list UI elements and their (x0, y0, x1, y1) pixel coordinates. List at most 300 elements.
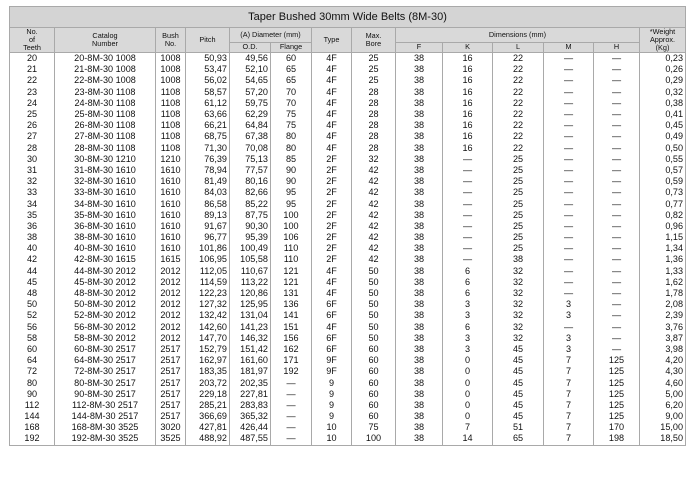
cell-dim-l: 25 (493, 176, 544, 187)
table-row (10, 53, 686, 65)
cell-teeth: 90 (10, 389, 55, 400)
table-row (10, 433, 686, 445)
cell-dim-f: 38 (396, 299, 443, 310)
cell-max-bore: 42 (352, 165, 396, 176)
cell-max-bore: 50 (352, 299, 396, 310)
table-row (10, 243, 686, 254)
cell-dim-k: 16 (443, 109, 493, 120)
cell-dim-m: — (544, 120, 594, 131)
cell-dim-h: — (594, 221, 640, 232)
cell-flange: 65 (271, 64, 312, 75)
cell-teeth: 50 (10, 299, 55, 310)
cell-weight: 1,62 (640, 277, 686, 288)
cell-bush-no: 1610 (156, 243, 186, 254)
cell-type: 4F (312, 98, 352, 109)
cell-teeth: 36 (10, 221, 55, 232)
cell-dim-h: — (594, 109, 640, 120)
cell-type: 4F (312, 109, 352, 120)
cell-dim-m: — (544, 53, 594, 65)
cell-catalog-number: 23-8M-30 1108 (55, 87, 156, 98)
cell-pitch: 162,97 (186, 355, 230, 366)
cell-catalog-number: 42-8M-30 1615 (55, 254, 156, 265)
cell-dim-l: 22 (493, 143, 544, 154)
cell-dim-h: — (594, 187, 640, 198)
cell-weight: 18,50 (640, 433, 686, 445)
cell-type: 6F (312, 333, 352, 344)
header-dim-l: L (493, 42, 544, 52)
table-row (10, 355, 686, 366)
table-row (10, 198, 686, 209)
cell-od: 67,38 (230, 131, 271, 142)
cell-pitch: 147,70 (186, 333, 230, 344)
cell-teeth: 24 (10, 98, 55, 109)
cell-catalog-number: 48-8M-30 2012 (55, 288, 156, 299)
cell-dim-f: 38 (396, 389, 443, 400)
cell-teeth: 35 (10, 210, 55, 221)
cell-pitch: 66,21 (186, 120, 230, 131)
cell-flange: 171 (271, 355, 312, 366)
cell-pitch: 101,86 (186, 243, 230, 254)
cell-max-bore: 60 (352, 377, 396, 388)
cell-pitch: 78,94 (186, 165, 230, 176)
cell-type: 6F (312, 344, 352, 355)
cell-catalog-number: 56-8M-30 2012 (55, 322, 156, 333)
cell-catalog-number: 27-8M-30 1108 (55, 131, 156, 142)
cell-dim-f: 38 (396, 254, 443, 265)
cell-pitch: 71,30 (186, 143, 230, 154)
cell-weight: 0,29 (640, 75, 686, 86)
cell-max-bore: 32 (352, 154, 396, 165)
cell-teeth: 64 (10, 355, 55, 366)
cell-weight: 0,96 (640, 221, 686, 232)
header-od: O.D. (230, 42, 271, 52)
cell-od: 90,30 (230, 221, 271, 232)
cell-pitch: 68,75 (186, 131, 230, 142)
cell-bush-no: 1008 (156, 75, 186, 86)
cell-dim-l: 22 (493, 87, 544, 98)
cell-flange: 110 (271, 243, 312, 254)
cell-pitch: 229,18 (186, 389, 230, 400)
cell-flange: 75 (271, 120, 312, 131)
cell-dim-m: — (544, 277, 594, 288)
cell-dim-k: — (443, 176, 493, 187)
cell-catalog-number: 24-8M-30 1108 (55, 98, 156, 109)
cell-od: 64,84 (230, 120, 271, 131)
cell-dim-h: — (594, 75, 640, 86)
cell-max-bore: 28 (352, 109, 396, 120)
cell-teeth: 52 (10, 310, 55, 321)
cell-pitch: 132,42 (186, 310, 230, 321)
cell-dim-h: — (594, 176, 640, 187)
cell-type: 2F (312, 198, 352, 209)
cell-dim-k: 3 (443, 310, 493, 321)
cell-od: 110,67 (230, 266, 271, 277)
cell-dim-f: 38 (396, 377, 443, 388)
cell-type: 9F (312, 355, 352, 366)
cell-bush-no: 2012 (156, 288, 186, 299)
cell-bush-no: 2012 (156, 310, 186, 321)
cell-weight: 4,20 (640, 355, 686, 366)
cell-dim-l: 25 (493, 210, 544, 221)
cell-flange: 65 (271, 75, 312, 86)
cell-max-bore: 28 (352, 87, 396, 98)
cell-dim-f: 38 (396, 422, 443, 433)
cell-dim-h: 125 (594, 400, 640, 411)
cell-dim-k: 6 (443, 288, 493, 299)
cell-dim-k: — (443, 165, 493, 176)
cell-weight: 0,32 (640, 87, 686, 98)
cell-dim-m: — (544, 143, 594, 154)
cell-dim-h: — (594, 64, 640, 75)
cell-type: 9F (312, 366, 352, 377)
cell-teeth: 20 (10, 53, 55, 65)
cell-od: 426,44 (230, 422, 271, 433)
cell-bush-no: 1108 (156, 120, 186, 131)
cell-pitch: 50,93 (186, 53, 230, 65)
cell-od: 227,81 (230, 389, 271, 400)
cell-catalog-number: 64-8M-30 2517 (55, 355, 156, 366)
cell-flange: 156 (271, 333, 312, 344)
cell-weight: 2,39 (640, 310, 686, 321)
cell-type: 9 (312, 411, 352, 422)
cell-dim-h: 198 (594, 433, 640, 445)
cell-bush-no: 2012 (156, 322, 186, 333)
cell-od: 85,22 (230, 198, 271, 209)
table-row (10, 310, 686, 321)
table-row (10, 377, 686, 388)
cell-catalog-number: 21-8M-30 1008 (55, 64, 156, 75)
cell-dim-f: 38 (396, 120, 443, 131)
cell-dim-f: 38 (396, 109, 443, 120)
cell-catalog-number: 33-8M-30 1610 (55, 187, 156, 198)
cell-weight: 4,60 (640, 377, 686, 388)
cell-flange: 100 (271, 221, 312, 232)
cell-catalog-number: 30-8M-30 1210 (55, 154, 156, 165)
cell-pitch: 91,67 (186, 221, 230, 232)
cell-pitch: 53,47 (186, 64, 230, 75)
cell-type: 2F (312, 187, 352, 198)
cell-max-bore: 100 (352, 433, 396, 445)
cell-dim-m: — (544, 198, 594, 209)
cell-teeth: 27 (10, 131, 55, 142)
cell-pitch: 152,79 (186, 344, 230, 355)
cell-dim-l: 25 (493, 232, 544, 243)
cell-od: 87,75 (230, 210, 271, 221)
cell-max-bore: 28 (352, 131, 396, 142)
cell-dim-l: 45 (493, 400, 544, 411)
cell-dim-l: 45 (493, 366, 544, 377)
cell-flange: 121 (271, 277, 312, 288)
cell-dim-l: 32 (493, 310, 544, 321)
cell-dim-k: 16 (443, 98, 493, 109)
cell-dim-m: 7 (544, 433, 594, 445)
cell-od: 77,57 (230, 165, 271, 176)
cell-pitch: 58,57 (186, 87, 230, 98)
cell-type: 4F (312, 266, 352, 277)
cell-catalog-number: 38-8M-30 1610 (55, 232, 156, 243)
cell-od: 365,32 (230, 411, 271, 422)
cell-od: 59,75 (230, 98, 271, 109)
header-dim-k: K (443, 42, 493, 52)
cell-teeth: 34 (10, 198, 55, 209)
cell-type: 6F (312, 299, 352, 310)
cell-weight: 15,00 (640, 422, 686, 433)
cell-dim-f: 38 (396, 64, 443, 75)
cell-dim-m: 7 (544, 422, 594, 433)
cell-bush-no: 2012 (156, 277, 186, 288)
cell-flange: 80 (271, 143, 312, 154)
cell-dim-m: — (544, 176, 594, 187)
cell-max-bore: 60 (352, 400, 396, 411)
cell-catalog-number: 60-8M-30 2517 (55, 344, 156, 355)
cell-dim-f: 38 (396, 277, 443, 288)
cell-type: 4F (312, 64, 352, 75)
cell-pitch: 86,58 (186, 198, 230, 209)
cell-type: 9 (312, 400, 352, 411)
cell-dim-k: 14 (443, 433, 493, 445)
cell-dim-m: — (544, 64, 594, 75)
cell-weight: 0,55 (640, 154, 686, 165)
cell-dim-f: 38 (396, 400, 443, 411)
cell-dim-m: — (544, 221, 594, 232)
cell-pitch: 89,13 (186, 210, 230, 221)
cell-dim-k: — (443, 254, 493, 265)
cell-dim-m: 3 (544, 333, 594, 344)
header-dim-m: M (544, 42, 594, 52)
cell-od: 487,55 (230, 433, 271, 445)
cell-pitch: 427,81 (186, 422, 230, 433)
cell-dim-f: 38 (396, 288, 443, 299)
cell-catalog-number: 32-8M-30 1610 (55, 176, 156, 187)
cell-bush-no: 1615 (156, 254, 186, 265)
cell-bush-no: 2517 (156, 377, 186, 388)
cell-type: 4F (312, 143, 352, 154)
table-row (10, 422, 686, 433)
cell-dim-k: — (443, 187, 493, 198)
cell-bush-no: 1108 (156, 87, 186, 98)
cell-flange: — (271, 433, 312, 445)
header-pitch: Pitch (186, 28, 230, 53)
cell-dim-h: — (594, 266, 640, 277)
cell-dim-f: 38 (396, 344, 443, 355)
table-row (10, 64, 686, 75)
cell-pitch: 84,03 (186, 187, 230, 198)
cell-od: 82,66 (230, 187, 271, 198)
table-row (10, 411, 686, 422)
cell-type: 4F (312, 131, 352, 142)
cell-catalog-number: 40-8M-30 1610 (55, 243, 156, 254)
cell-type: 2F (312, 254, 352, 265)
cell-dim-h: — (594, 299, 640, 310)
cell-od: 80,16 (230, 176, 271, 187)
cell-teeth: 26 (10, 120, 55, 131)
belt-spec-table-container (9, 6, 685, 446)
cell-max-bore: 42 (352, 198, 396, 209)
cell-flange: — (271, 411, 312, 422)
cell-dim-m: 7 (544, 411, 594, 422)
cell-teeth: 56 (10, 322, 55, 333)
cell-dim-f: 38 (396, 411, 443, 422)
cell-dim-m: — (544, 232, 594, 243)
cell-teeth: 22 (10, 75, 55, 86)
cell-dim-m: — (544, 187, 594, 198)
cell-max-bore: 50 (352, 266, 396, 277)
cell-weight: 0,26 (640, 64, 686, 75)
cell-dim-l: 65 (493, 433, 544, 445)
cell-bush-no: 1610 (156, 187, 186, 198)
cell-dim-h: 125 (594, 366, 640, 377)
cell-dim-k: 16 (443, 131, 493, 142)
cell-weight: 0,77 (640, 198, 686, 209)
table-row (10, 366, 686, 377)
cell-od: 181,97 (230, 366, 271, 377)
cell-max-bore: 42 (352, 221, 396, 232)
cell-teeth: 40 (10, 243, 55, 254)
cell-type: 2F (312, 221, 352, 232)
cell-max-bore: 25 (352, 75, 396, 86)
cell-dim-f: 38 (396, 198, 443, 209)
cell-pitch: 96,77 (186, 232, 230, 243)
cell-teeth: 192 (10, 433, 55, 445)
cell-dim-f: 38 (396, 322, 443, 333)
cell-type: 4F (312, 53, 352, 65)
cell-dim-f: 38 (396, 53, 443, 65)
cell-teeth: 112 (10, 400, 55, 411)
cell-max-bore: 42 (352, 243, 396, 254)
cell-type: 2F (312, 210, 352, 221)
cell-dim-f: 38 (396, 131, 443, 142)
table-row (10, 154, 686, 165)
cell-pitch: 488,92 (186, 433, 230, 445)
cell-dim-f: 38 (396, 333, 443, 344)
cell-dim-h: — (594, 277, 640, 288)
cell-type: 4F (312, 322, 352, 333)
cell-weight: 3,98 (640, 344, 686, 355)
cell-flange: — (271, 400, 312, 411)
cell-max-bore: 42 (352, 232, 396, 243)
cell-dim-m: — (544, 322, 594, 333)
cell-od: 146,32 (230, 333, 271, 344)
header-bush-no: Bush No. (156, 28, 186, 53)
cell-dim-m: 3 (544, 299, 594, 310)
cell-pitch: 106,95 (186, 254, 230, 265)
table-row (10, 277, 686, 288)
cell-dim-k: 6 (443, 266, 493, 277)
cell-max-bore: 50 (352, 310, 396, 321)
cell-weight: 3,87 (640, 333, 686, 344)
cell-flange: 151 (271, 322, 312, 333)
cell-dim-k: — (443, 198, 493, 209)
cell-catalog-number: 52-8M-30 2012 (55, 310, 156, 321)
cell-pitch: 203,72 (186, 377, 230, 388)
cell-bush-no: 1108 (156, 98, 186, 109)
cell-dim-m: 3 (544, 344, 594, 355)
cell-max-bore: 60 (352, 411, 396, 422)
cell-pitch: 63,66 (186, 109, 230, 120)
cell-dim-l: 45 (493, 344, 544, 355)
cell-dim-m: — (544, 131, 594, 142)
cell-dim-k: 0 (443, 377, 493, 388)
cell-catalog-number: 50-8M-30 2012 (55, 299, 156, 310)
cell-dim-l: 25 (493, 187, 544, 198)
cell-type: 10 (312, 422, 352, 433)
cell-dim-m: 3 (544, 310, 594, 321)
cell-od: 57,20 (230, 87, 271, 98)
table-row (10, 288, 686, 299)
cell-dim-m: — (544, 87, 594, 98)
cell-dim-f: 38 (396, 210, 443, 221)
cell-dim-m: — (544, 165, 594, 176)
cell-type: 9 (312, 389, 352, 400)
cell-teeth: 30 (10, 154, 55, 165)
cell-dim-l: 32 (493, 299, 544, 310)
cell-max-bore: 60 (352, 355, 396, 366)
cell-dim-k: 16 (443, 87, 493, 98)
cell-type: 10 (312, 433, 352, 445)
cell-dim-l: 25 (493, 243, 544, 254)
cell-od: 125,95 (230, 299, 271, 310)
cell-flange: 95 (271, 198, 312, 209)
cell-dim-k: 16 (443, 64, 493, 75)
cell-dim-m: 7 (544, 400, 594, 411)
cell-dim-k: 6 (443, 322, 493, 333)
cell-dim-l: 25 (493, 165, 544, 176)
cell-catalog-number: 144-8M-30 2517 (55, 411, 156, 422)
cell-catalog-number: 168-8M-30 3525 (55, 422, 156, 433)
cell-teeth: 33 (10, 187, 55, 198)
cell-dim-h: — (594, 322, 640, 333)
cell-flange: 162 (271, 344, 312, 355)
cell-catalog-number: 72-8M-30 2517 (55, 366, 156, 377)
header-catalog-number: Catalog Number (55, 28, 156, 53)
cell-weight: 9,00 (640, 411, 686, 422)
cell-weight: 0,82 (640, 210, 686, 221)
cell-flange: 90 (271, 176, 312, 187)
cell-teeth: 32 (10, 176, 55, 187)
table-row (10, 143, 686, 154)
cell-dim-f: 38 (396, 165, 443, 176)
cell-dim-m: — (544, 288, 594, 299)
cell-teeth: 168 (10, 422, 55, 433)
cell-dim-f: 38 (396, 176, 443, 187)
cell-weight: 4,30 (640, 366, 686, 377)
cell-teeth: 60 (10, 344, 55, 355)
cell-max-bore: 28 (352, 98, 396, 109)
cell-flange: 192 (271, 366, 312, 377)
cell-flange: 100 (271, 210, 312, 221)
cell-weight: 0,49 (640, 131, 686, 142)
cell-dim-h: 125 (594, 355, 640, 366)
cell-od: 49,56 (230, 53, 271, 65)
cell-type: 2F (312, 154, 352, 165)
cell-dim-f: 38 (396, 433, 443, 445)
cell-catalog-number: 80-8M-30 2517 (55, 377, 156, 388)
cell-dim-l: 22 (493, 98, 544, 109)
cell-max-bore: 60 (352, 389, 396, 400)
cell-bush-no: 2517 (156, 411, 186, 422)
cell-dim-k: 0 (443, 400, 493, 411)
table-row (10, 87, 686, 98)
header-dimensions: Dimensions (mm) (396, 28, 640, 43)
table-row (10, 322, 686, 333)
cell-pitch: 285,21 (186, 400, 230, 411)
cell-dim-k: 3 (443, 299, 493, 310)
cell-max-bore: 42 (352, 254, 396, 265)
cell-bush-no: 1610 (156, 198, 186, 209)
cell-dim-k: 0 (443, 411, 493, 422)
cell-catalog-number: 45-8M-30 2012 (55, 277, 156, 288)
cell-dim-l: 22 (493, 109, 544, 120)
